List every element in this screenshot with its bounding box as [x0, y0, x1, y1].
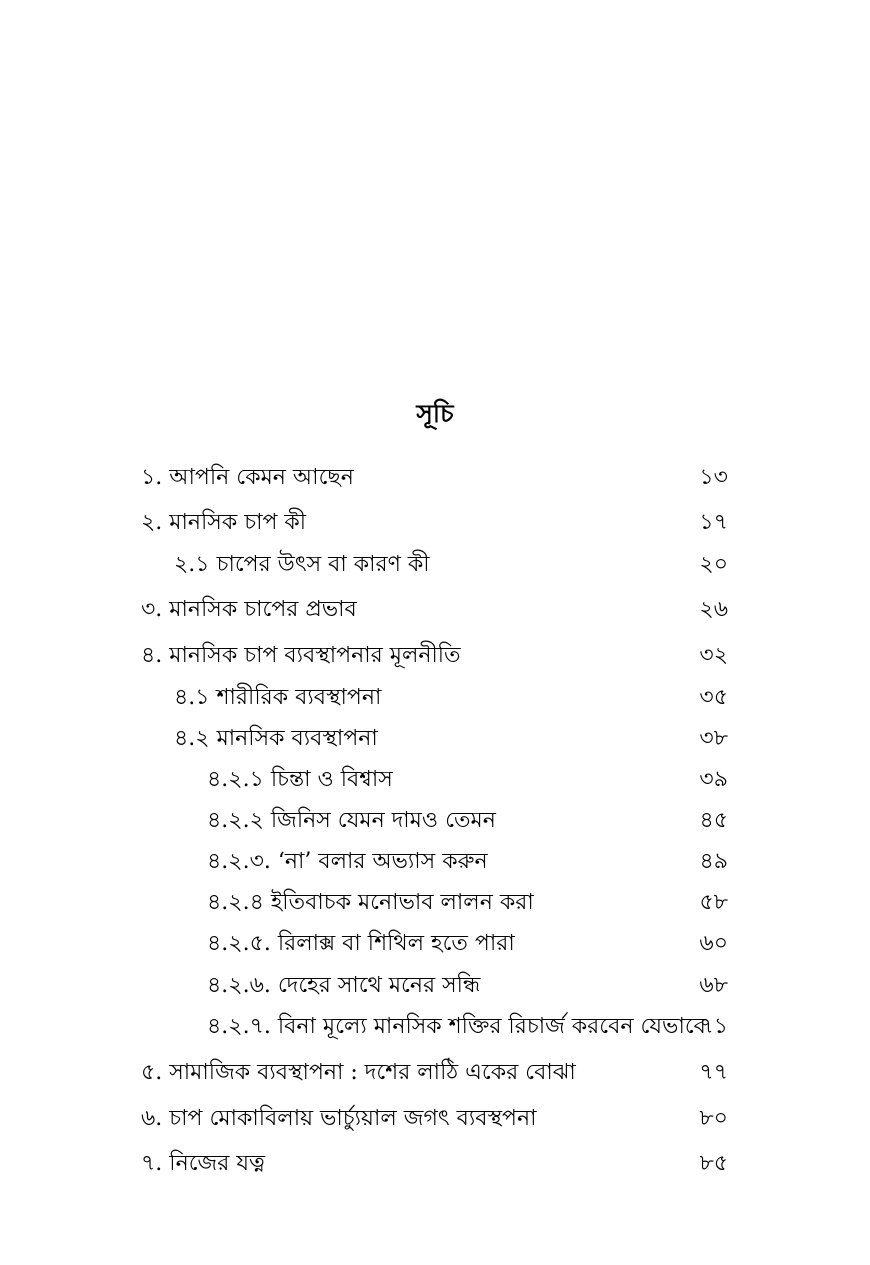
toc-entry-label: ৪.২.৫. রিলাক্স বা শিথিল হতে পারা	[207, 931, 515, 956]
toc-entry	[0, 460, 870, 496]
toc-entry-label: ৪.২.৪ ইতিবাচক মনোভাব লালন করা	[207, 890, 534, 915]
toc-entry-page-number: ৩৯	[699, 767, 728, 792]
toc-entry-page-number: ৪৯	[699, 849, 728, 874]
toc-entry-label: ৩. মানসিক চাপের প্রভাব	[141, 597, 357, 622]
toc-entry	[0, 968, 870, 1004]
toc-entry-page-number: ৬৮	[699, 973, 728, 998]
toc-entry	[0, 680, 870, 716]
toc-entry	[0, 803, 870, 839]
toc-entry-label: ৫. সামাজিক ব্যবস্থাপনা : দশের লাঠি একের বোঝা	[141, 1060, 576, 1085]
toc-entry-label: ২. মানসিক চাপ কী	[141, 510, 307, 535]
toc-entry-label: ৬. চাপ মোকাবিলায় ভার্চ্যুয়াল জগৎ ব্যবস্থপনা	[141, 1106, 537, 1131]
toc-entry-label: ৪.১ শারীরিক ব্যবস্থাপনা	[174, 685, 382, 710]
toc-entry-label: ২.১ চাপের উৎস বা কারণ কী	[174, 552, 430, 577]
toc-entry-label: ৪.২.২ জিনিস যেমন দামও তেমন	[207, 808, 496, 833]
toc-entry-page-number: ৮৫	[699, 1151, 728, 1176]
toc-entry	[0, 926, 870, 962]
toc-entry	[0, 592, 870, 628]
toc-entry	[0, 1055, 870, 1091]
toc-entry	[0, 1101, 870, 1137]
toc-entry-page-number: ৩৫	[699, 685, 728, 710]
toc-entry-page-number: ৩২	[699, 643, 728, 668]
toc-entry	[0, 1146, 870, 1182]
toc-entry	[0, 844, 870, 880]
toc-entry-page-number: ৫৮	[699, 890, 728, 915]
toc-entry	[0, 1009, 870, 1045]
toc-entry	[0, 505, 870, 541]
toc-entry-page-number: ১৭	[699, 510, 728, 535]
toc-entry-label: ১. আপনি কেমন আছেন	[141, 465, 354, 490]
toc-entry-label: ৪. মানসিক চাপ ব্যবস্থাপনার মূলনীতি	[141, 643, 461, 668]
toc-entry-page-number: ৩৮	[699, 726, 728, 751]
toc-entry-label: ৪.২.৬. দেহের সাথে মনের সন্ধি	[207, 973, 481, 998]
toc-entry-page-number: ৭১	[699, 1014, 728, 1039]
toc-entry-page-number: ৬০	[699, 931, 728, 956]
toc-entry-page-number: ৮০	[699, 1106, 728, 1131]
toc-entry-page-number: ৭৭	[699, 1060, 728, 1085]
toc-entry	[0, 762, 870, 798]
toc-entry	[0, 721, 870, 757]
toc-entry	[0, 547, 870, 583]
toc-entry-label: ৪.২.৭. বিনা মূল্যে মানসিক শক্তির রিচার্জ করবেন যেভাবে	[207, 1014, 706, 1039]
toc-entry-page-number: ২৬	[699, 597, 728, 622]
toc-entry	[0, 885, 870, 921]
toc-title: সূচি	[416, 399, 454, 428]
toc-entry-label: ৪.২.৩. ‘না’ বলার অভ্যাস করুন	[207, 849, 488, 874]
toc-entry-label: ৭. নিজের যত্ন	[141, 1151, 266, 1176]
toc-entry	[0, 638, 870, 674]
toc-entry-label: ৪.২.১ চিন্তা ও বিশ্বাস	[207, 767, 393, 792]
toc-entry-page-number: ৪৫	[699, 808, 728, 833]
toc-entry-page-number: ২০	[699, 552, 728, 577]
toc-entry-page-number: ১৩	[699, 465, 728, 490]
toc-entry-label: ৪.২ মানসিক ব্যবস্থাপনা	[174, 726, 378, 751]
